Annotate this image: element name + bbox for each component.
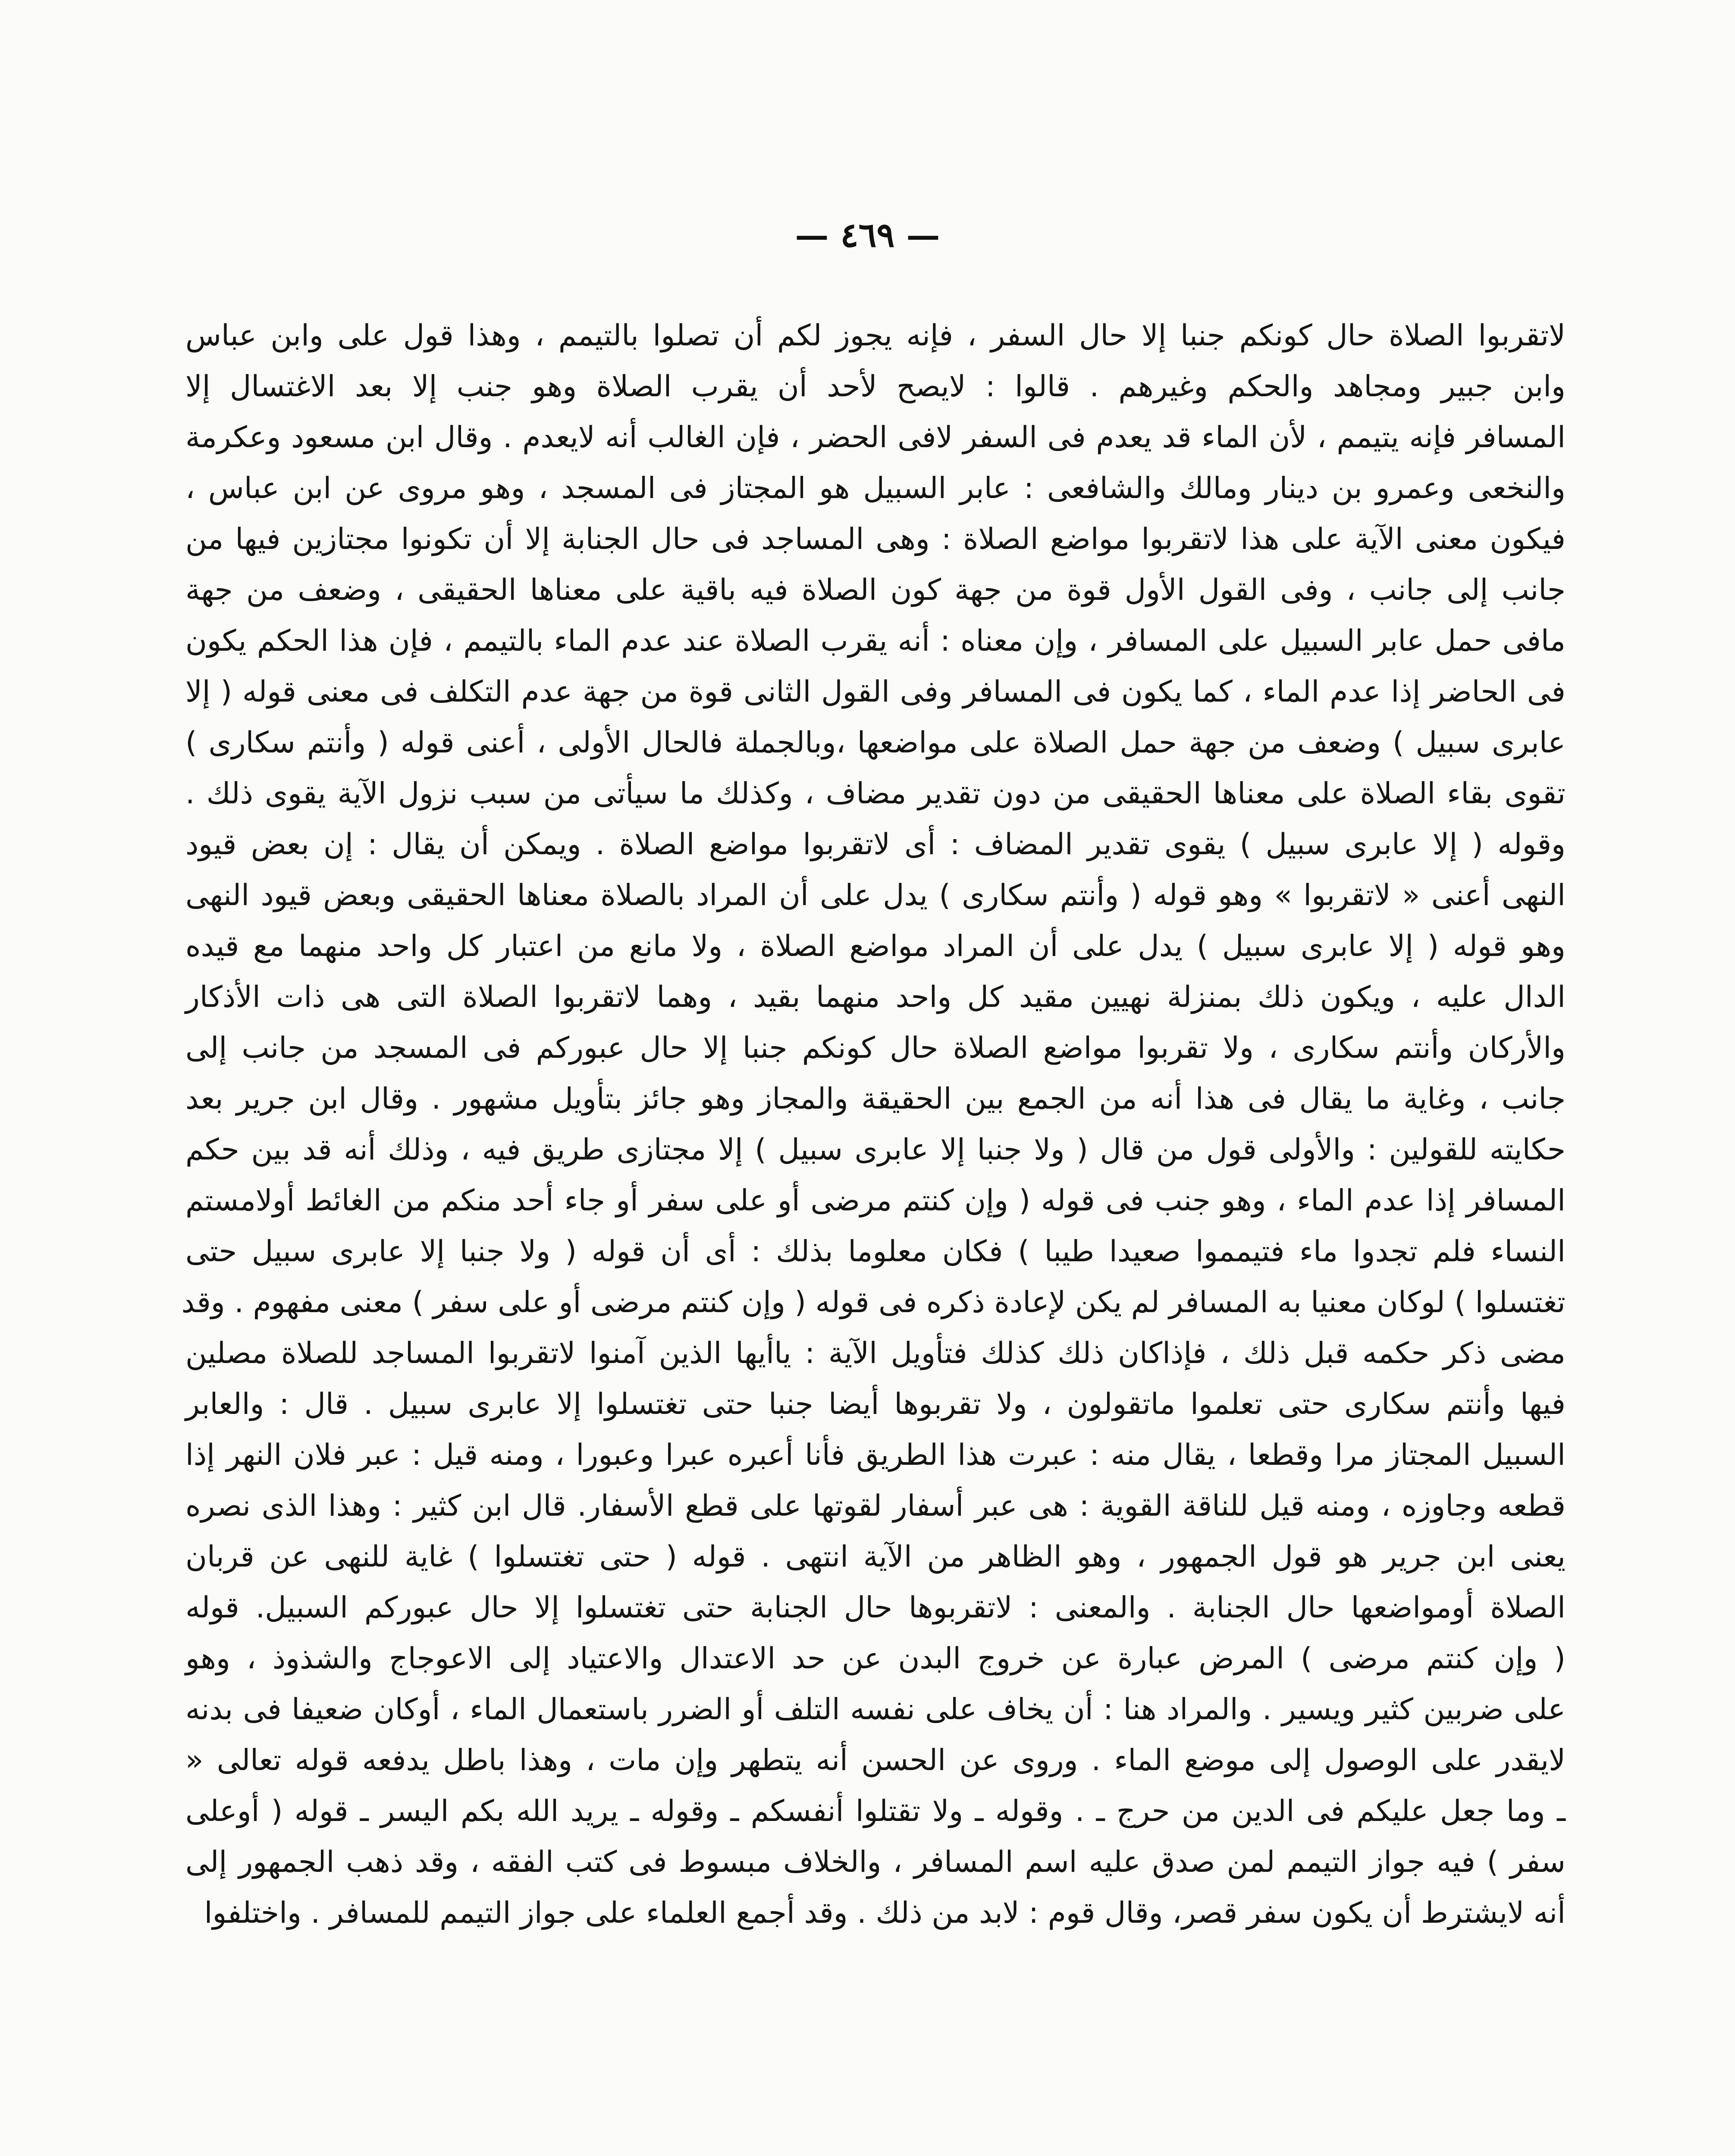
text-line: والنخعى وعمرو بن دينار ومالك والشافعى : عابر السبيل هو المجتاز فى المسجد ، وهو مروى عن ابن عباس ،: [185, 471, 1566, 505]
body-text: [181, 310, 1566, 1939]
page-number: — ٤٦٩ —: [795, 216, 940, 255]
text-line: مضى ذكر حكمه قبل ذلك ، فإذاكان ذلك كذلك فتأويل الآية : ياأيها الذين آمنوا لاتقربوا المساجد للصلاة مصلين: [185, 1336, 1566, 1370]
text-line: النهى أعنى « لاتقربوا » وهو قوله ( وأنتم سكارى ) يدل على أن المراد بالصلاة معناها الحقيقى وبعض قيود النهى: [185, 878, 1566, 912]
text-line: على ضربين كثير ويسير . والمراد هنا : أن يخاف على نفسه التلف أو الضرر باستعمال الماء ، أوكان ضعيفا فى بدنه: [185, 1692, 1566, 1727]
text-line: المسافر إذا عدم الماء ، وهو جنب فى قوله ( وإن كنتم مرضى أو على سفر أو جاء أحد منكم من الغائط أولامستم: [185, 1184, 1566, 1218]
text-line: حكايته للقولين : والأولى قول من قال ( ولا جنبا إلا عابرى سبيل ) إلا مجتازى طريق فيه ، وذلك أنه قد بين حكم: [185, 1133, 1566, 1167]
text-line: والأركان وأنتم سكارى ، ولا تقربوا مواضع الصلاة حال كونكم جنبا إلا حال عبوركم فى المسجد من جانب إلى: [185, 1031, 1566, 1065]
text-line: سفر ) فيه جواز التيمم لمن صدق عليه اسم المسافر ، والخلاف مبسوط فى كتب الفقه ، وقد ذهب الجمهور إلى: [185, 1845, 1566, 1879]
text-line: وقوله ( إلا عابرى سبيل ) يقوى تقدير المضاف : أى لاتقربوا مواضع الصلاة . ويمكن أن يقال : إن بعض قيود: [185, 827, 1566, 862]
text-line: فيكون معنى الآية على هذا لاتقربوا مواضع الصلاة : وهى المساجد فى حال الجنابة إلا أن تكونوا مجتازين فيها من: [185, 522, 1566, 556]
text-line: النساء فلم تجدوا ماء فتيمموا صعيدا طيبا ) فكان معلوما بذلك : أى أن قوله ( ولا جنبا إلا عابرى سبيل حتى: [185, 1235, 1566, 1269]
text-line: الدال عليه ، ويكون ذلك بمنزلة نهيين مقيد كل واحد منهما بقيد ، وهما لاتقربوا الصلاة التى هى ذات الأذكار: [185, 980, 1566, 1014]
text-line: ( وإن كنتم مرضى ) المرض عبارة عن خروج البدن عن حد الاعتدال والاعتياد إلى الاعوجاج والشذوذ ، وهو: [185, 1642, 1566, 1676]
text-line: عابرى سبيل ) وضعف من جهة حمل الصلاة على مواضعها ،وبالجملة فالحال الأولى ، أعنى قوله ( وأنتم سكارى ): [185, 726, 1566, 760]
text-line: الصلاة أومواضعها حال الجنابة . والمعنى : لاتقربوها حال الجنابة حتى تغتسلوا إلا حال عبوركم السبيل. قوله: [185, 1591, 1566, 1625]
text-line: فى الحاضر إذا عدم الماء ، كما يكون فى المسافر وفى القول الثانى قوة من جهة عدم التكلف فى معنى قوله ( إلا: [185, 675, 1566, 709]
text-line: يعنى ابن جرير هو قول الجمهور ، وهو الظاهر من الآية انتهى . قوله ( حتى تغتسلوا ) غاية للنهى عن قربان: [185, 1540, 1566, 1574]
text-line: وابن جبير ومجاهد والحكم وغيرهم . قالوا : لايصح لأحد أن يقرب الصلاة وهو جنب إلا بعد الاغتسال إلا: [185, 370, 1566, 404]
text-line: ـ وما جعل عليكم فى الدين من حرج ـ . وقوله ـ ولا تقتلوا أنفسكم ـ وقوله ـ يريد الله بكم اليسر ـ قوله ( أوعلى: [185, 1794, 1566, 1828]
text-line: قطعه وجاوزه ، ومنه قيل للناقة القوية : هى عبر أسفار لقوتها على قطع الأسفار. قال ابن كثير : وهذا الذى نصره: [185, 1489, 1566, 1523]
text-line: جانب إلى جانب ، وفى القول الأول قوة من جهة كون الصلاة فيه باقية على معناها الحقيقى ، وضعف من جهة: [185, 573, 1566, 607]
text-line: فيها وأنتم سكارى حتى تعلموا ماتقولون ، ولا تقربوها أيضا جنبا حتى تغتسلوا إلا عابرى سبيل . قال : والعابر: [185, 1387, 1566, 1421]
text-line: السبيل المجتاز مرا وقطعا ، يقال منه : عبرت هذا الطريق فأنا أعبره عبرا وعبورا ، ومنه قيل : عبر فلان النهر إذا: [185, 1438, 1566, 1472]
text-line: أنه لايشترط أن يكون سفر قصر، وقال قوم : لابد من ذلك . وقد أجمع العلماء على جواز التيمم للمسافر . واختلفوا: [204, 1896, 1566, 1930]
text-line: تقوى بقاء الصلاة على معناها الحقيقى من دون تقدير مضاف ، وكذلك ما سيأتى من سبب نزول الآية يقوى ذلك .: [185, 777, 1566, 811]
text-line: لاتقربوا الصلاة حال كونكم جنبا إلا حال السفر ، فإنه يجوز لكم أن تصلوا بالتيمم ، وهذا قول على وابن عباس: [185, 319, 1566, 353]
text-line: وهو قوله ( إلا عابرى سبيل ) يدل على أن المراد مواضع الصلاة ، ولا مانع من اعتبار كل واحد منهما مع قيده: [185, 929, 1566, 963]
text-line: تغتسلوا ) لوكان معنيا به المسافر لم يكن لإعادة ذكره فى قوله ( وإن كنتم مرضى أو على سفر ) معنى مفهوم . وقد: [181, 1285, 1566, 1319]
text-line: جانب ، وغاية ما يقال فى هذا أنه من الجمع بين الحقيقة والمجاز وهو جائز بتأويل مشهور . وقال ابن جرير بعد: [185, 1082, 1566, 1116]
text-line: المسافر فإنه يتيمم ، لأن الماء قد يعدم فى السفر لافى الحضر ، فإن الغالب أنه لايعدم . وقال ابن مسعود وعكرمة: [185, 420, 1566, 454]
text-line: مافى حمل عابر السبيل على المسافر ، وإن معناه : أنه يقرب الصلاة عند عدم الماء بالتيمم ، فإن هذا الحكم يكون: [185, 624, 1566, 658]
text-line: لايقدر على الوصول إلى موضع الماء . وروى عن الحسن أنه يتطهر وإن مات ، وهذا باطل يدفعه قوله تعالى «: [185, 1743, 1566, 1777]
